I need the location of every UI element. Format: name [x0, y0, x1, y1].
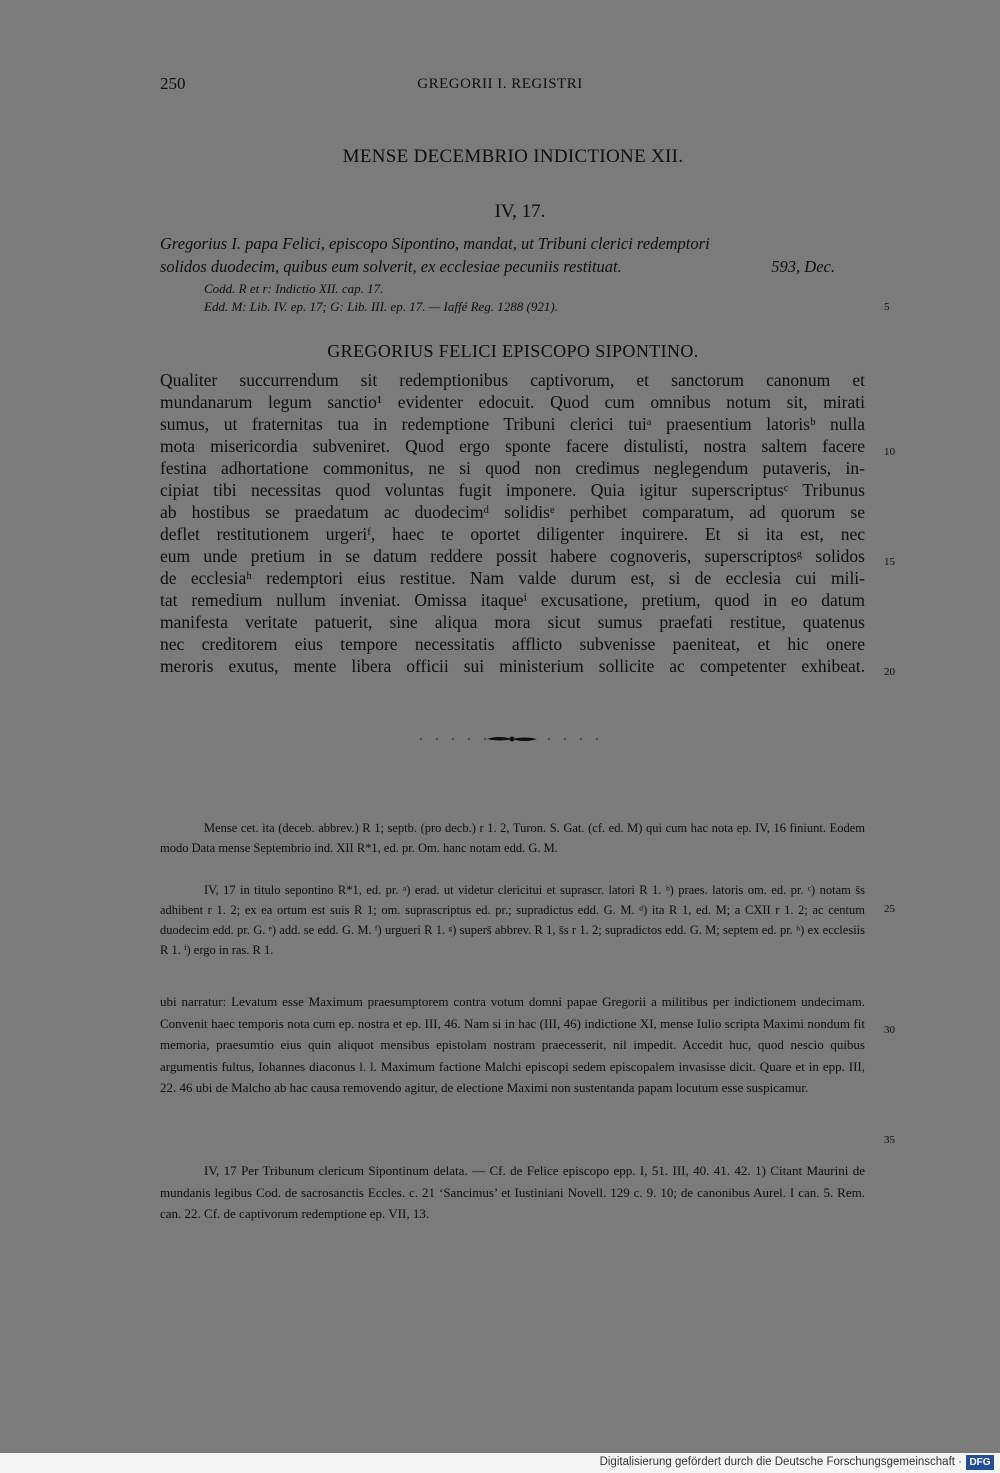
margin-number: 5 — [884, 301, 890, 313]
body-line: tat remedium nullum inveniat. Omissa itaqueⁱ excusatione, pretium, quod in eo datum — [160, 590, 865, 610]
editions-note: Edd. M: Lib. IV. ep. 17; G: Lib. III. ep. 17. — Iaffé Reg. 1288 (921). — [204, 299, 558, 314]
body-line: festina adhortatione commonitus, ne si quod non credimus neglegendum putaveris, in- — [160, 458, 865, 478]
body-line: nec creditorem eius tempore necessitatis afflicto subvenisse paeniteat, et hic onere — [160, 634, 865, 654]
body-line: de ecclesiaʰ redemptori eius restitue. Nam valde durum est, si de ecclesia cui mili- — [160, 568, 865, 588]
footnote-mense: Mense cet. ita (deceb. abbrev.) R 1; septb. (pro decb.) r 1. 2, Turon. S. Gat. (cf. ed. M) qui cum hac nota ep. IV, 16 finiunt. Eodem modo Data mense Septembrio ind. XII R*1, ed. pr. Om. hanc notam edd. G. M. — [160, 821, 865, 855]
margin-number: 20 — [884, 666, 895, 678]
running-head: GREGORII I. REGISTRI — [417, 76, 583, 92]
margin-number: 35 — [884, 1134, 895, 1146]
body-line: manifesta veritate patuerit, sine aliqua mora sicut sumus praefati restitue, quatenus — [160, 612, 865, 632]
body-line: Qualiter succurrendum sit redemptionibus captivorum, et sanctorum canonum et — [160, 370, 865, 390]
summary-line-2 — [160, 255, 865, 278]
ornament-divider — [487, 735, 537, 743]
codices-note: Codd. R et r: Indictio XII. cap. 17. — [204, 281, 384, 296]
body-line: mota misericordia subveniret. Quod ergo sponte facere distulisti, nostra saltem facere — [160, 436, 865, 456]
footnote-commentary: ubi narratur: Levatum esse Maximum praesumptorem contra votum domni papae Gregorii a militibus per indictionem undecimam. Convenit haec temporis nota cum ep. nostra et ep. III, 46. Nam si in hac (III, 46) indictione XI, mense Iulio scripta Maximi nondum fit memoria, praesumtio eius quin aliquot mensibus epistolam nostram praecesserit, nil impedit. Accedit huc, quod nescio quibus argumentis fultus, Iohannes diaconus l. l. Maximum factione Malchi episcopi sedem episcopalem invasisse dicit. Quare et in epp. III, 22. 46 ubi de Malcho ab hac causa removendo agitur, de electione Maximi non sustentanda papam locutum esse suspicamur. — [160, 994, 865, 1095]
letter-summary — [160, 232, 865, 278]
margin-number: 30 — [884, 1024, 895, 1036]
margin-number: 25 — [884, 903, 895, 915]
body-line: cipiat tibi necessitas quod voluntas fugit imponere. Quia igitur superscriptusᶜ Tribunus — [160, 480, 865, 500]
summary-date: 593, Dec. — [771, 257, 835, 276]
letter-number: IV, 17. — [494, 201, 546, 222]
body-line: ab hostibus se praedatum ac duodecimᵈ solidisᵉ perhibet comparatum, ad quorum se — [160, 502, 865, 522]
letter-body — [160, 369, 865, 677]
summary-line-1: Gregorius I. papa Felici, episcopo Sipontino, mandat, ut Tribuni clerici redemptori — [160, 234, 710, 253]
footer-credit: Digitalisierung gefördert durch die Deutsche Forschungsgemeinschaft · — [599, 1456, 962, 1468]
body-line: eum unde pretium in se datum reddere possit habere cognoveris, superscriptosᵍ solidos — [160, 546, 865, 566]
summary-line-2-text: solidos duodecim, quibus eum solverit, ex ecclesiae pecuniis restituat. — [160, 257, 622, 276]
section-title: MENSE DECEMBRIO INDICTIONE XII. — [342, 146, 684, 167]
addressee-heading: GREGORIUS FELICI EPISCOPO SIPONTINO. — [327, 341, 699, 361]
footnote-apparatus: IV, 17 in titulo sepontino R*1, ed. pr. ᵃ) erad. ut videtur clericitui et suprascr. latori R 1. ᵇ) praes. latoris om. ed. pr. ᶜ) notam s̄s adhibent r 1. 2; ex ea ortum est suis R 1; om. suprascriptus ed. pr.; supradictus edd. G. M. ᵈ) ita R 1, ed. M; a CXII r 1. 2; ac centum duodecim edd. pr. G. ᵉ) add. se edd. G. M. ᶠ) urgueri R 1. ᵍ) supers̄ abbrev. R 1, s̄s r 1. 2; supradictos edd. G. M; septem ed. pr. ʰ) ex ecclesiis R 1. ⁱ) ergo in ras. R 1. — [160, 883, 865, 957]
body-line: sumus, ut fraternitas tua in redemptione Tribuni clerici tuiᵃ praesentium latorisᵇ nulla — [160, 414, 865, 434]
page-number: 250 — [160, 74, 186, 93]
body-line: deflet restitutionem urgeriᶠ, haec te oportet diligenter inquirere. Et si ita est, nec — [160, 524, 865, 544]
body-line: mundanarum legum sanctio¹ evidenter edocuit. Quod cum omnibus notum sit, mirati — [160, 392, 865, 412]
margin-number: 15 — [884, 556, 895, 568]
body-line: meroris exutus, mente libera officii sui ministerium sollicite ac competenter exhibeat. — [160, 656, 865, 676]
dfg-logo: DFG — [966, 1455, 994, 1470]
footnote-sources: IV, 17 Per Tribunum clericum Sipontinum delata. — Cf. de Felice episcopo epp. I, 51. III, 40. 41. 42. 1) Citant Maurini de mundanis legibus Cod. de sacrosanctis Eccles. c. 21 ‘Sancimus’ et Iustiniani Novell. 129 c. 9. 10; de canonibus Aurel. I can. 5. Rem. can. 22. Cf. de captivorum redemptione ep. VII, 13. — [160, 1163, 865, 1221]
margin-number: 10 — [884, 446, 895, 458]
